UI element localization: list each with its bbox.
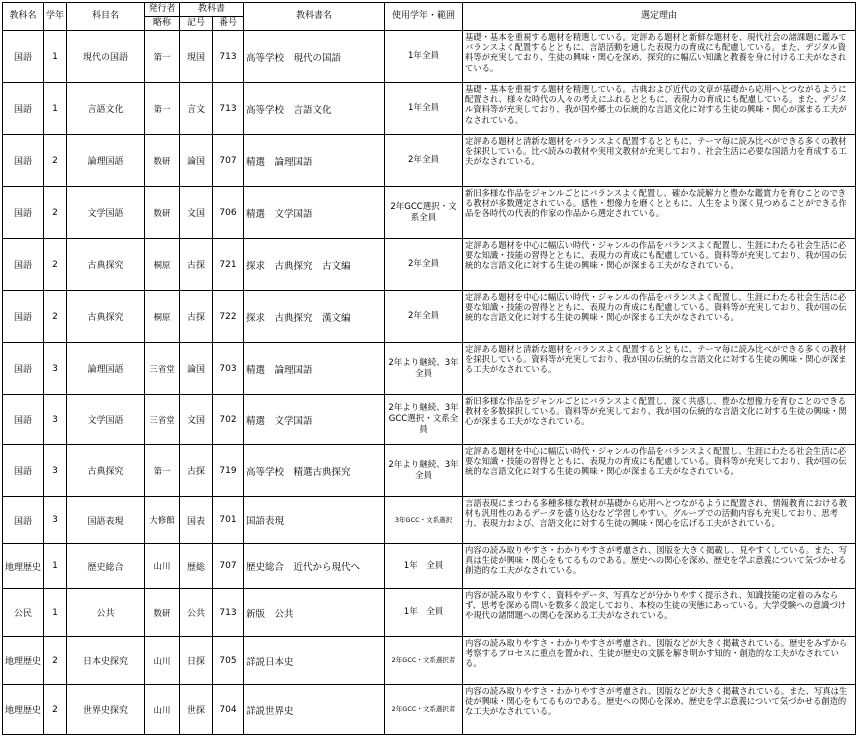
table-row — [3, 31, 856, 83]
cell-publisher: 山川 — [145, 544, 180, 589]
header-textbook-group: 教科書 — [180, 3, 244, 17]
cell-title: 詳説日本史 — [244, 637, 385, 685]
table-row — [3, 637, 856, 685]
cell-grade: 1 — [44, 83, 67, 135]
cell-title: 探求 古典探究 漢文編 — [244, 291, 385, 343]
cell-symbol: 現国 — [180, 31, 213, 83]
cell-publisher: 山川 — [145, 637, 180, 685]
header-title: 教科書名 — [244, 3, 385, 31]
header-subject: 教科名 — [3, 3, 44, 31]
cell-publisher: 第一 — [145, 31, 180, 83]
cell-title: 詳説世界史 — [244, 685, 385, 735]
cell-grade: 2 — [44, 187, 67, 239]
cell-course: 言語文化 — [67, 83, 145, 135]
cell-publisher: 桐原 — [145, 291, 180, 343]
cell-publisher: 数研 — [145, 589, 180, 637]
header-publisher-group: 発行者 — [145, 3, 180, 17]
cell-publisher: 数研 — [145, 135, 180, 187]
cell-scope: 2年GCC・文系選択者 — [385, 637, 463, 685]
cell-reason: 内容の読み取りやすさ・わかりやすさが考慮され、図版を大きく掲載し、見やすくしている。また、写真は生徒が興味・関心をもてるものである。歴史への関心を深め、歴史を学ぶ意義について気づかせる創造的な工夫がなされている。 — [463, 544, 856, 589]
cell-reason: 定評ある題材と清新な題材をバランスよく配置するとともに、テーマ毎に読み比べができる多くの教材を採択している。資料等が充実しており、我が国の伝統的な言語文化に対する生徒の興味・関心が深まる工夫がなされている。 — [463, 343, 856, 395]
cell-reason: 定評ある題材を中心に幅広い時代・ジャンルの作品をバランスよく配置し、生涯にわたる社会生活に必要な知識・技能の習得とともに、表現力の育成にも配慮している。資料等が充実しており、我が国の伝統的な言語文化に対する生徒の興味・関心が深まる工夫がなされている。 — [463, 291, 856, 343]
cell-scope: 1年 全員 — [385, 544, 463, 589]
cell-subject: 国語 — [3, 291, 44, 343]
cell-course: 古典探究 — [67, 291, 145, 343]
cell-course: 現代の国語 — [67, 31, 145, 83]
cell-grade: 2 — [44, 637, 67, 685]
cell-reason: 基礎・基本を重視する題材を精選している。古典および近代の文章が基礎から応用へとつながるように配置され、様々な時代の人々の考えにふれるとともに、表現力の育成にも配慮している。また、デジタル資料等が充実しており、我が国や郷土の伝統的な言語文化に対する生徒の興味・関心が深まる工夫がなされている。 — [463, 83, 856, 135]
textbook-selection-table-wrapper — [2, 2, 856, 735]
cell-subject: 国語 — [3, 395, 44, 445]
cell-reason: 内容の読み取りやすさ・わかりやすさが考慮され、図版などが大きく掲載されている。また、写真は生徒が興味・関心をもてるものである。歴史への関心を深め、歴史を学ぶ意義について気づかせる創造的な工夫がなされている。 — [463, 685, 856, 735]
table-row — [3, 83, 856, 135]
cell-grade: 2 — [44, 135, 67, 187]
cell-scope: 2年GCC選択・文系全員 — [385, 187, 463, 239]
table-row — [3, 239, 856, 291]
cell-symbol: 古探 — [180, 445, 213, 497]
cell-reason: 定評ある題材を中心に幅広い時代・ジャンルの作品をバランスよく配置し、生涯にわたる社会生活に必要な知識・技能の習得とともに、表現力の育成にも配慮している。資料等が充実しており、我が国の伝統的な言語文化に対する生徒の興味・関心が深まる工夫がなされている。 — [463, 445, 856, 497]
cell-reason: 内容が読み取りやすく、資料やデータ、写真などが分かりやすく提示され、知識技能の定着のみならず、思考を深める問いを数多く設定しており、本校の生徒の実態にあっている。大学受験への意識づけや現代の諸問題への関心を深める工夫がなされている。 — [463, 589, 856, 637]
cell-subject: 地理歴史 — [3, 685, 44, 735]
cell-number: 706 — [213, 187, 244, 239]
cell-reason: 内容の読み取りやすさ・わかりやすさが考慮され、図版などが大きく掲載されている。歴史をみずから考察するプロセスに重点を置かれ、生徒が歴史の文脈を解き明かす知的・創造的な工夫がなされている。 — [463, 637, 856, 685]
cell-course: 古典探究 — [67, 239, 145, 291]
cell-scope: 1年全員 — [385, 83, 463, 135]
cell-scope: 2年より継続、3年全員 — [385, 445, 463, 497]
cell-number: 713 — [213, 83, 244, 135]
cell-number: 713 — [213, 589, 244, 637]
cell-symbol: 論国 — [180, 343, 213, 395]
cell-subject: 国語 — [3, 31, 44, 83]
cell-reason: 新旧多様な作品をジャンルごとにバランスよく配置し、確かな読解力と豊かな鑑賞力を育むことのできる教材が多数選定されている。感性・想像力を磨くとともに、人生をより深く見つめることができる作品を各時代の代表的作家の作品から選定されている。 — [463, 187, 856, 239]
cell-title: 精選 論理国語 — [244, 343, 385, 395]
cell-symbol: 文国 — [180, 187, 213, 239]
cell-title: 精選 文学国語 — [244, 395, 385, 445]
cell-scope: 2年全員 — [385, 135, 463, 187]
cell-number: 702 — [213, 395, 244, 445]
table-row — [3, 291, 856, 343]
cell-grade: 1 — [44, 544, 67, 589]
cell-number: 721 — [213, 239, 244, 291]
table-row — [3, 187, 856, 239]
cell-publisher: 大修館 — [145, 497, 180, 544]
cell-symbol: 論国 — [180, 135, 213, 187]
cell-symbol: 文国 — [180, 395, 213, 445]
cell-reason: 定評ある題材と清新な題材をバランスよく配置するとともに、テーマ毎に読み比べができる多くの教材を採択している。比べ読みの教材や実用文教材が充実しており、社会生活に必要な国語力を育成する工夫がなされている。 — [463, 135, 856, 187]
cell-scope: 3年GCC・文系選択 — [385, 497, 463, 544]
cell-scope: 2年GCC・文系選択者 — [385, 685, 463, 735]
cell-subject: 国語 — [3, 343, 44, 395]
table-row — [3, 343, 856, 395]
cell-scope: 1年全員 — [385, 31, 463, 83]
cell-grade: 2 — [44, 291, 67, 343]
cell-grade: 1 — [44, 589, 67, 637]
cell-course: 日本史探究 — [67, 637, 145, 685]
cell-subject: 地理歴史 — [3, 544, 44, 589]
cell-symbol: 国表 — [180, 497, 213, 544]
cell-scope: 2年より継続、3年全員 — [385, 343, 463, 395]
cell-course: 論理国語 — [67, 343, 145, 395]
cell-subject: 国語 — [3, 83, 44, 135]
cell-scope: 1年 全員 — [385, 589, 463, 637]
cell-grade: 3 — [44, 445, 67, 497]
cell-subject: 国語 — [3, 445, 44, 497]
cell-course: 歴史総合 — [67, 544, 145, 589]
cell-subject: 国語 — [3, 497, 44, 544]
cell-number: 722 — [213, 291, 244, 343]
cell-title: 国語表現 — [244, 497, 385, 544]
cell-scope: 2年全員 — [385, 239, 463, 291]
cell-subject: 地理歴史 — [3, 637, 44, 685]
header-scope: 使用学年・範囲 — [385, 3, 463, 31]
table-row — [3, 445, 856, 497]
cell-course: 公共 — [67, 589, 145, 637]
cell-symbol: 日探 — [180, 637, 213, 685]
cell-title: 歴史総合 近代から現代へ — [244, 544, 385, 589]
header-publisher-abbr: 略称 — [145, 17, 180, 31]
cell-reason: 基礎・基本を重視する題材を精選している。定評ある題材と新鮮な題材を、現代社会の諸課題に鑑みてバランスよく配置するとともに、言語活動を通した表現力の育成にも配慮している。また、デジタル資料等が充実しており、生徒の興味・関心を深め、探究的に幅広い知識と教養を身に付ける工夫がなされている。 — [463, 31, 856, 83]
cell-publisher: 数研 — [145, 187, 180, 239]
cell-number: 707 — [213, 135, 244, 187]
cell-grade: 3 — [44, 497, 67, 544]
cell-title: 探求 古典探究 古文編 — [244, 239, 385, 291]
cell-publisher: 三省堂 — [145, 395, 180, 445]
cell-subject: 国語 — [3, 187, 44, 239]
cell-scope: 2年より継続、3年GCC選択・文系全員 — [385, 395, 463, 445]
cell-course: 国語表現 — [67, 497, 145, 544]
cell-reason: 言語表現にまつわる多種多様な教材が基礎から応用へとつながるように配置され、情報教育における教材も汎用性のあるデータを盛り込むなど学習しやすい。グループでの活動内容も充実しており、思考力、表現力および、言語文化に対する生徒の興味・関心を広げる工夫がされている。 — [463, 497, 856, 544]
cell-symbol: 古探 — [180, 291, 213, 343]
cell-grade: 2 — [44, 685, 67, 735]
cell-title: 精選 論理国語 — [244, 135, 385, 187]
cell-reason: 定評ある題材を中心に幅広い時代・ジャンルの作品をバランスよく配置し、生涯にわたる社会生活に必要な知識・技能の習得とともに、表現力の育成にも配慮している。資料等が充実しており、我が国の伝統的な言語文化に対する生徒の興味・関心が深まる工夫がなされている。 — [463, 239, 856, 291]
cell-scope: 2年全員 — [385, 291, 463, 343]
cell-grade: 3 — [44, 395, 67, 445]
cell-course: 世界史探究 — [67, 685, 145, 735]
cell-publisher: 第一 — [145, 445, 180, 497]
cell-publisher: 桐原 — [145, 239, 180, 291]
cell-publisher: 山川 — [145, 685, 180, 735]
cell-title: 新版 公共 — [244, 589, 385, 637]
cell-number: 707 — [213, 544, 244, 589]
table-row — [3, 497, 856, 544]
table-row — [3, 589, 856, 637]
header-grade: 学年 — [44, 3, 67, 31]
cell-title: 高等学校 言語文化 — [244, 83, 385, 135]
cell-symbol: 歴総 — [180, 544, 213, 589]
cell-publisher: 第一 — [145, 83, 180, 135]
cell-reason: 新旧多様な作品をジャンルごとにバランスよく配置し、深く共感し、豊かな想像力を育むことのできる教材を多数採択している。資料等が充実しており、我が国の伝統的な言語文化に対する生徒の興味・関心が深まる工夫がなされている。 — [463, 395, 856, 445]
cell-subject: 国語 — [3, 135, 44, 187]
cell-course: 論理国語 — [67, 135, 145, 187]
cell-subject: 公民 — [3, 589, 44, 637]
cell-number: 719 — [213, 445, 244, 497]
cell-symbol: 世探 — [180, 685, 213, 735]
cell-symbol: 古探 — [180, 239, 213, 291]
cell-publisher: 三省堂 — [145, 343, 180, 395]
table-row — [3, 685, 856, 735]
cell-course: 文学国語 — [67, 395, 145, 445]
cell-title: 精選 文学国語 — [244, 187, 385, 239]
table-row — [3, 135, 856, 187]
cell-number: 703 — [213, 343, 244, 395]
cell-number: 713 — [213, 31, 244, 83]
cell-number: 704 — [213, 685, 244, 735]
cell-course: 文学国語 — [67, 187, 145, 239]
header-row-top — [3, 3, 856, 17]
cell-grade: 1 — [44, 31, 67, 83]
cell-number: 705 — [213, 637, 244, 685]
cell-course: 古典探究 — [67, 445, 145, 497]
cell-number: 701 — [213, 497, 244, 544]
table-row — [3, 395, 856, 445]
header-number: 番号 — [213, 17, 244, 31]
cell-grade: 2 — [44, 239, 67, 291]
cell-grade: 3 — [44, 343, 67, 395]
header-reason: 選定理由 — [463, 3, 856, 31]
cell-title: 高等学校 現代の国語 — [244, 31, 385, 83]
cell-symbol: 言文 — [180, 83, 213, 135]
cell-subject: 国語 — [3, 239, 44, 291]
cell-symbol: 公共 — [180, 589, 213, 637]
textbook-selection-table — [2, 2, 856, 735]
header-course: 科目名 — [67, 3, 145, 31]
cell-title: 高等学校 精選古典探究 — [244, 445, 385, 497]
table-row — [3, 544, 856, 589]
header-symbol: 記号 — [180, 17, 213, 31]
